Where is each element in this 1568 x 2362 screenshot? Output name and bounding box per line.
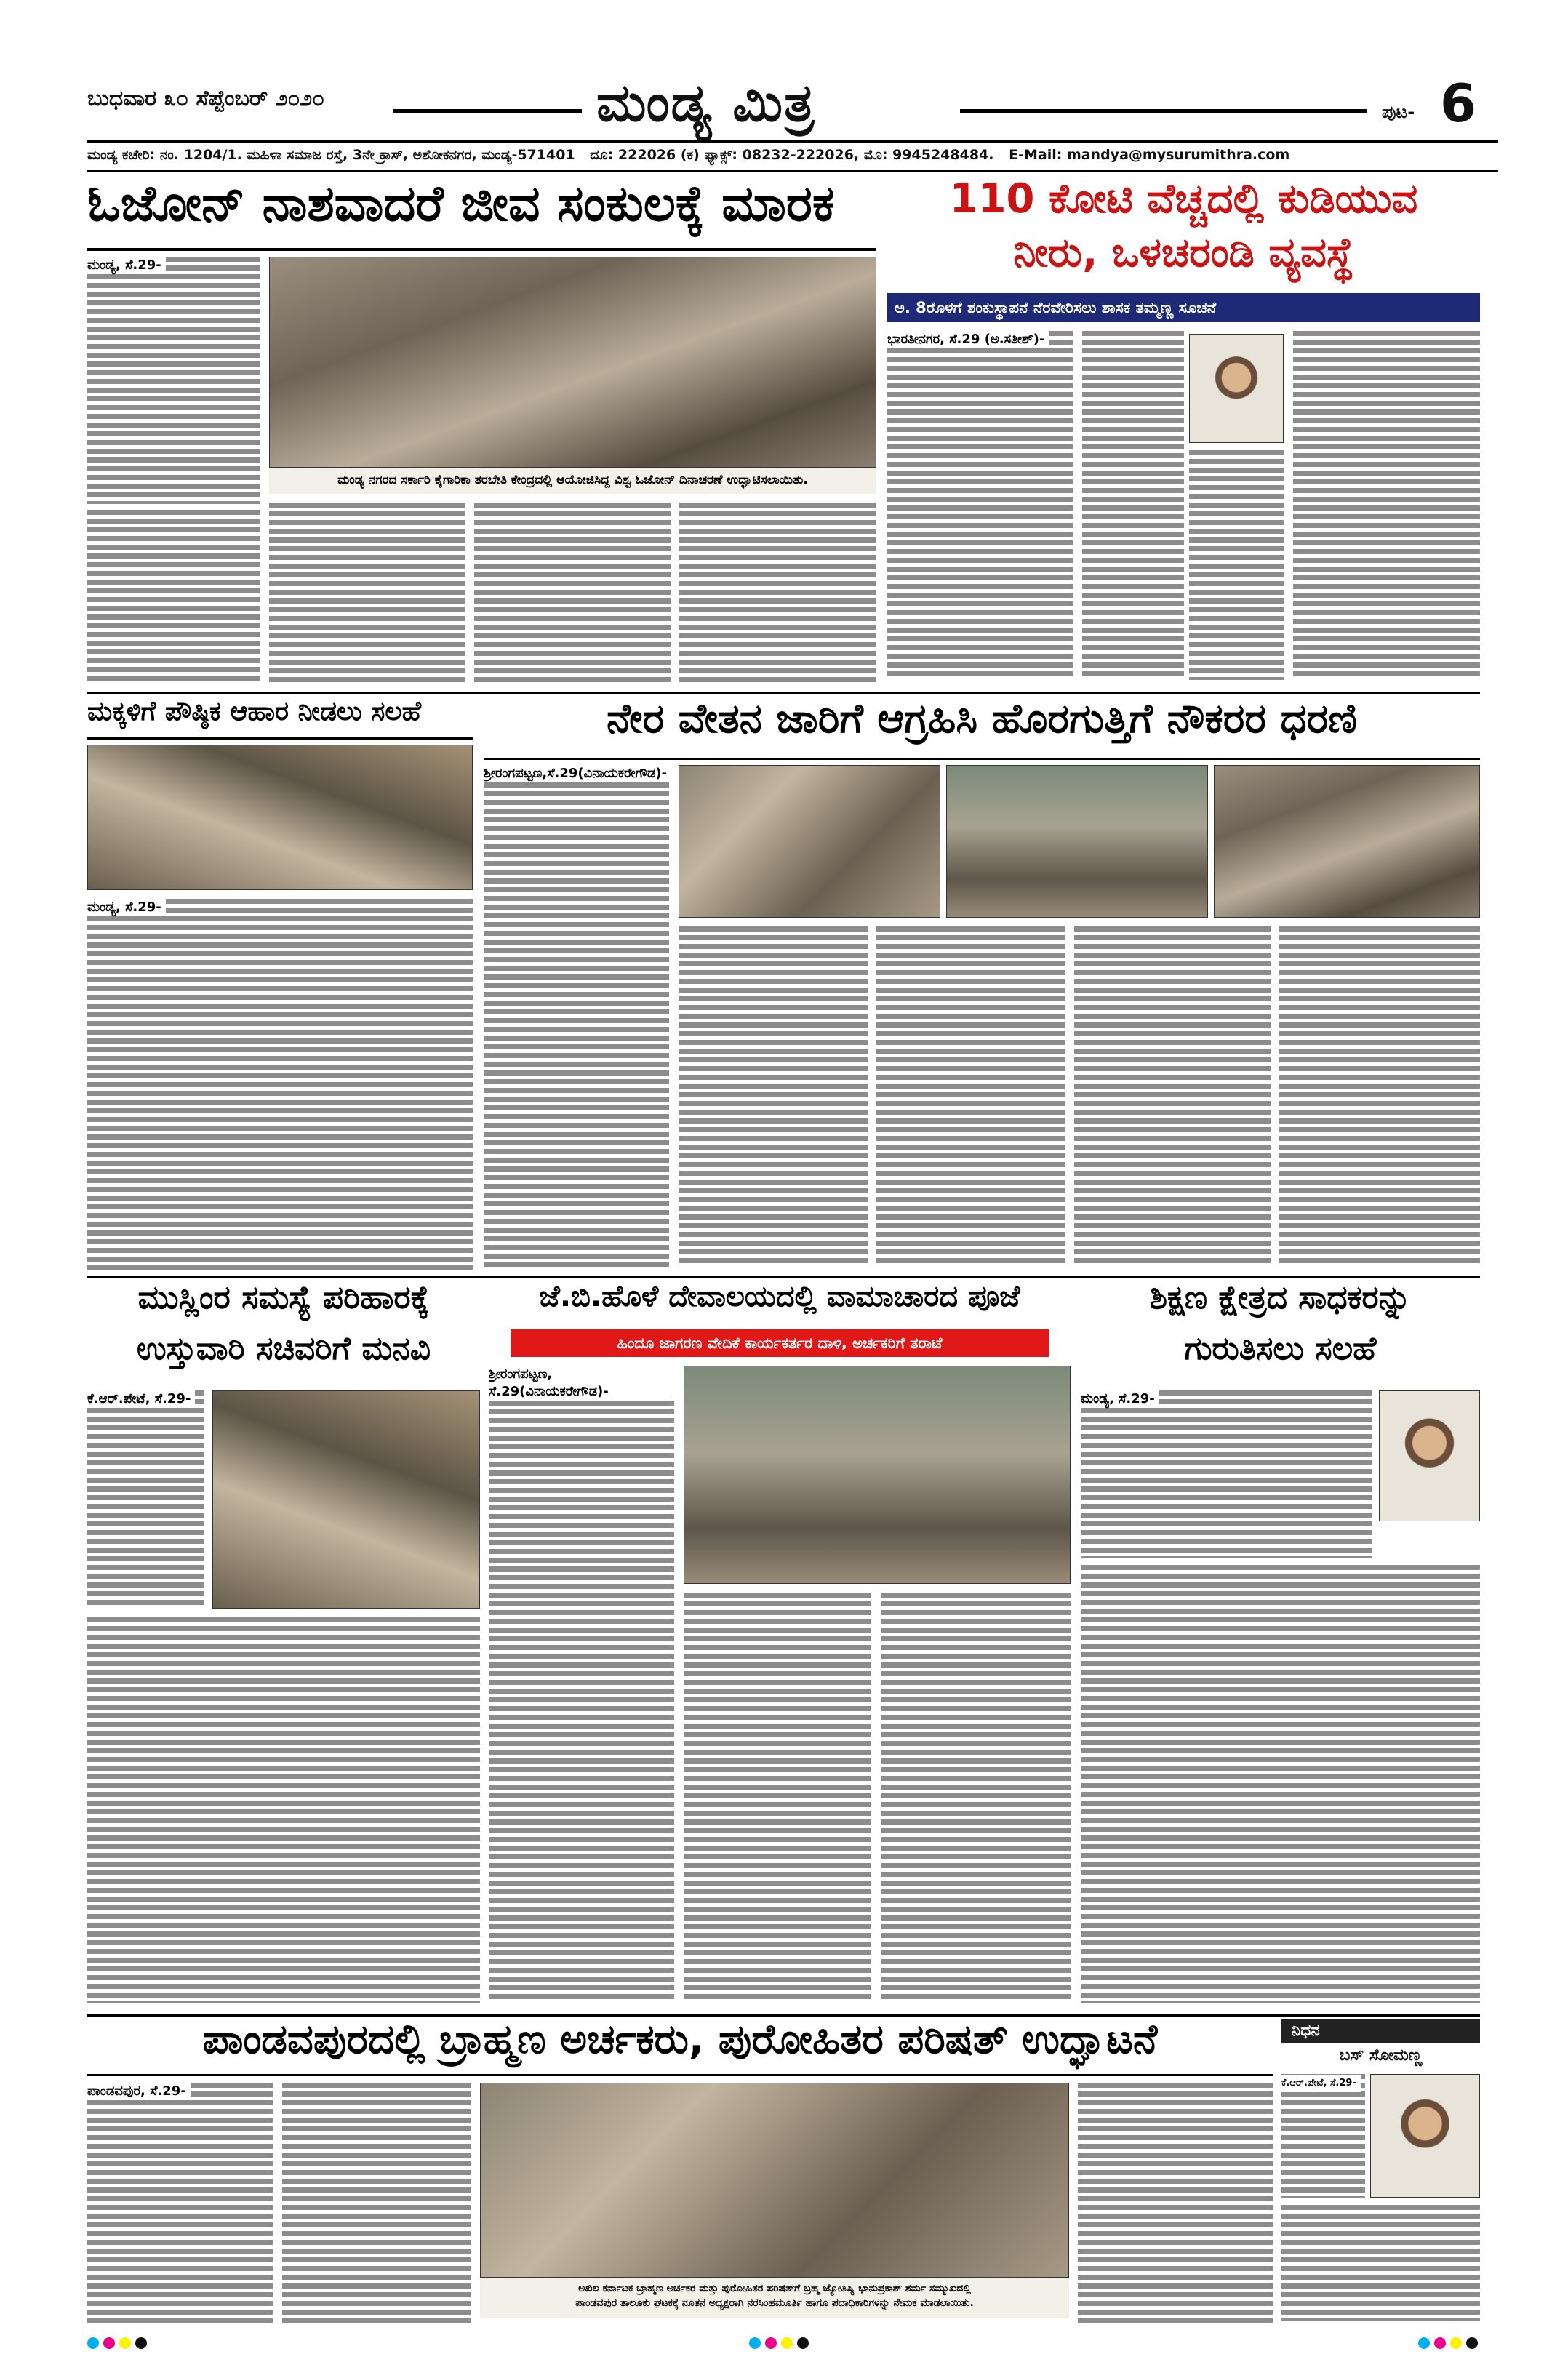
photo-temple xyxy=(684,1366,1071,1584)
body-column xyxy=(1082,331,1184,680)
headline-line-1: ಮುಸ್ಲಿಂರ ಸಮಸ್ಯೆ ಪರಿಹಾರಕ್ಕೆ xyxy=(137,1281,430,1316)
photo-protest-3 xyxy=(1214,765,1480,918)
body-column xyxy=(1081,1390,1372,1558)
body-column xyxy=(87,510,260,684)
article-brahmin xyxy=(87,2019,1273,2324)
photo-caption xyxy=(480,2278,1069,2318)
dateline: ಶ್ರೀರಂಗಪಟ್ಟಣ,ಸೆ.29(ವಿನಾಯಕರೇಗೌಡ)- xyxy=(484,765,669,782)
headline-rule xyxy=(87,2074,1273,2076)
obituary-section-label: ನಿಧನ xyxy=(1281,2019,1480,2043)
masthead-right-rule xyxy=(960,109,1367,113)
body-column xyxy=(484,765,669,1267)
body-column xyxy=(87,1390,204,1609)
headline-line-2: ಉಸ್ತುವಾರಿ ಸಚಿವರಿಗೆ ಮನವಿ xyxy=(136,1332,431,1367)
masthead-left-rule xyxy=(393,109,582,113)
photo-obituary-portrait xyxy=(1370,2074,1480,2198)
dateline: ಪಾಂಡವಪುರ, ಸೆ.29- xyxy=(87,2083,191,2100)
body-column xyxy=(1281,2074,1365,2198)
headline: ಪಾಂಡವಪುರದಲ್ಲಿ ಬ್ರಾಹ್ಮಣ ಅರ್ಚಕರು, ಪುರೋಹಿತರ ಪರಿಷತ್ ಉದ್ಘಾಟನೆ xyxy=(202,2019,1158,2063)
body-column xyxy=(87,2083,273,2323)
dateline: ಮಂಡ್ಯ, ಸೆ.29- xyxy=(87,899,166,916)
subhead-banner: ಹಿಂದೂ ಜಾಗರಣ ವೇದಿಕೆ ಕಾರ್ಯಕರ್ತರ ದಾಳಿ, ಅರ್ಚಕರಿಗೆ ತರಾಟೆ xyxy=(511,1329,1049,1357)
body-column xyxy=(881,1593,1071,2003)
issue-date: ಬುಧವಾರ ೩೦ ಸೆಪ್ಟೆಂಬರ್ ೨೦೨೦ xyxy=(87,86,324,111)
obituary-box xyxy=(1281,2019,1480,2324)
headline-line-1: 110 ಕೋಟಿ ವೆಚ್ಚದಲ್ಲಿ ಕುಡಿಯುವ xyxy=(949,178,1418,223)
magenta-mark xyxy=(103,2337,115,2349)
article-muslim xyxy=(87,1281,480,2009)
body-column xyxy=(87,1617,480,2003)
headline-line-2: ನೀರು, ಒಳಚರಂಡಿ ವ್ಯವಸ್ಥೆ xyxy=(1013,232,1354,276)
body-column xyxy=(87,257,260,504)
cyan-mark xyxy=(1418,2337,1430,2349)
body-column xyxy=(269,503,465,684)
headline-rule xyxy=(87,248,876,251)
yellow-mark xyxy=(1450,2337,1462,2349)
dateline: ಶ್ರೀರಂಗಪಟ್ಟಣ, ಸೆ.29(ವಿನಾಯಕರೇಗೌಡ)- xyxy=(489,1366,674,1401)
black-mark xyxy=(1466,2337,1478,2349)
headline-line-1: ಶಿಕ್ಷಣ ಕ್ಷೇತ್ರದ ಸಾಧಕರನ್ನು xyxy=(1149,1281,1412,1316)
dateline: ಕೆ.ಆರ್.ಪೇಟೆ, ಸೆ.29- xyxy=(1281,2075,1361,2092)
section-divider xyxy=(87,1276,1480,1278)
address-rule-bottom xyxy=(87,170,1498,172)
section-divider xyxy=(87,2014,1480,2017)
caption-line-1: ಅಖಿಲ ಕರ್ನಾಟಕ ಬ್ರಾಹ್ಮಣ ಅರ್ಚಕರ ಮತ್ತು ಪುರೋಹಿತರ ಪರಿಷತ್‌ಗೆ ಬ್ರಹ್ಮ ಜ್ಯೋತಿಷ್ಯಿ ಭಾನುಪ್ರಕಾಶ್ ಶರ್ಮ ಸಮ್ಮುಖದಲ್ಲಿ xyxy=(578,2283,971,2294)
article-protest xyxy=(484,698,1480,1273)
registration-marks-left xyxy=(87,2337,160,2352)
headline: ಓಜೋನ್ ನಾಶವಾದರೆ ಜೀವ ಸಂಕುಲಕ್ಕೆ ಮಾರಕ xyxy=(87,178,835,233)
body-column xyxy=(887,331,1073,680)
address-rule-top xyxy=(87,140,1498,143)
newspaper-title: ಮಂಡ್ಯ ಮಿತ್ರ xyxy=(596,71,816,133)
body-column xyxy=(282,2083,471,2323)
headline-rule xyxy=(484,758,1480,760)
body-column xyxy=(679,926,868,1267)
headline-rule xyxy=(87,737,473,740)
caption-line-2: ಪಾಂಡವಪುರ ತಾಲೂಕು ಘಟಕಕ್ಕೆ ನೂತನ ಅಧ್ಯಕ್ಷರಾಗಿ ನರಸಿಂಹಮೂರ್ತಿ ಹಾಗೂ ಪದಾಧಿಕಾರಿಗಳನ್ನು ನೇಮಕ ಮಾಡಲಾಯಿತು. xyxy=(575,2297,974,2309)
body-column xyxy=(474,503,671,684)
photo-ozone-event xyxy=(269,257,876,468)
body-column xyxy=(489,1366,674,2003)
cyan-mark xyxy=(87,2337,99,2349)
headline: ಮಕ್ಕಳಿಗೆ ಪೌಷ್ಠಿಕ ಆಹಾರ ನೀಡಲು ಸಲಹೆ xyxy=(87,698,422,726)
body-column xyxy=(87,899,473,1270)
headline: ನೇರ ವೇತನ ಜಾರಿಗೆ ಆಗ್ರಹಿಸಿ ಹೊರಗುತ್ತಿಗೆ ನೌಕರರ ಧರಣಿ xyxy=(607,698,1357,742)
photo-speaker-portrait xyxy=(1379,1390,1480,1521)
registration-marks-center xyxy=(749,2337,822,2352)
body-column xyxy=(679,503,876,684)
dateline: ಕೆ.ಆರ್.ಪೇಟೆ, ಸೆ.29- xyxy=(87,1390,195,1408)
obituary-name: ಬಸ್ ಸೋಮಣ್ಣ xyxy=(1339,2046,1423,2065)
body-column xyxy=(1074,926,1271,1267)
article-nutrition xyxy=(87,698,473,1273)
body-column xyxy=(1279,926,1480,1267)
dateline: ಮಂಡ್ಯ, ಸೆ.29- xyxy=(87,257,166,274)
section-divider xyxy=(87,692,1480,694)
photo-nutrition-event xyxy=(87,745,473,890)
body-column xyxy=(1078,2083,1273,2323)
photo-protest-1 xyxy=(679,765,940,918)
yellow-mark xyxy=(781,2337,793,2349)
registration-marks-right xyxy=(1418,2337,1491,2352)
address-line xyxy=(87,147,1513,169)
article-temple xyxy=(489,1281,1071,2009)
photo-brahmin-group xyxy=(480,2083,1069,2278)
office-email: E-Mail: mandya@mysurumithra.com xyxy=(1009,147,1290,163)
black-mark xyxy=(797,2337,809,2349)
masthead xyxy=(0,0,1568,175)
cyan-mark xyxy=(749,2337,761,2349)
body-column xyxy=(1081,1565,1480,2003)
headline-line-2: ಗುರುತಿಸಲು ಸಲಹೆ xyxy=(1184,1332,1377,1367)
article-water xyxy=(887,178,1480,687)
page-label: ಪುಟ- xyxy=(1382,102,1415,122)
article-ozone xyxy=(87,178,876,687)
body-column xyxy=(1189,450,1284,680)
office-address: ಮಂಡ್ಯ ಕಚೇರಿ: ನಂ. 1204/1. ಮಹಿಳಾ ಸಮಾಜ ರಸ್ತೆ, 3ನೇ ಕ್ರಾಸ್, ಅಶೋಕನಗರ, ಮಂಡ್ಯ-571401 xyxy=(87,147,575,163)
photo-caption: ಮಂಡ್ಯ ನಗರದ ಸರ್ಕಾರಿ ಕೈಗಾರಿಕಾ ತರಬೇತಿ ಕೇಂದ್ರದಲ್ಲಿ ಆಯೋಜಿಸಿದ್ದ ವಿಶ್ವ ಓಜೋನ್ ದಿನಾಚರಣೆ ಉದ್ಘಾಟಿಸಲಾಯಿತು. xyxy=(269,468,876,494)
body-column xyxy=(684,1593,871,2003)
subhead-box: ಅ. 8ರೊಳಗೆ ಶಂಕುಸ್ಥಾಪನೆ ನೆರವೇರಿಸಲು ಶಾಸಕ ತಮ್ಮಣ್ಣ ಸೂಚನೆ xyxy=(887,293,1480,322)
photo-mla-portrait xyxy=(1189,334,1284,443)
magenta-mark xyxy=(1434,2337,1446,2349)
office-contact: ದೂ: 222026 (ಕ) ಫ್ಯಾಕ್ಸ್: 08232-222026, ಮೊ: 9945248484. xyxy=(590,147,994,163)
dateline: ಭಾರತೀನಗರ, ಸೆ.29 (ಅ.ಸತೀಶ್)- xyxy=(887,331,1049,348)
page-number: 6 xyxy=(1440,73,1477,134)
photo-protest-2 xyxy=(946,765,1208,918)
dateline: ಮಂಡ್ಯ, ಸೆ.29- xyxy=(1081,1390,1159,1408)
body-column xyxy=(1293,331,1480,680)
yellow-mark xyxy=(119,2337,131,2349)
article-education xyxy=(1081,1281,1480,2009)
headline: ಜೆ.ಬಿ.ಹೊಳೆ ದೇವಾಲಯದಲ್ಲಿ ವಾಮಾಚಾರದ ಪೂಜೆ xyxy=(539,1281,1020,1313)
body-column xyxy=(876,926,1065,1267)
body-column xyxy=(1281,2205,1480,2321)
black-mark xyxy=(135,2337,147,2349)
magenta-mark xyxy=(765,2337,777,2349)
photo-muslim-meeting xyxy=(212,1390,480,1609)
